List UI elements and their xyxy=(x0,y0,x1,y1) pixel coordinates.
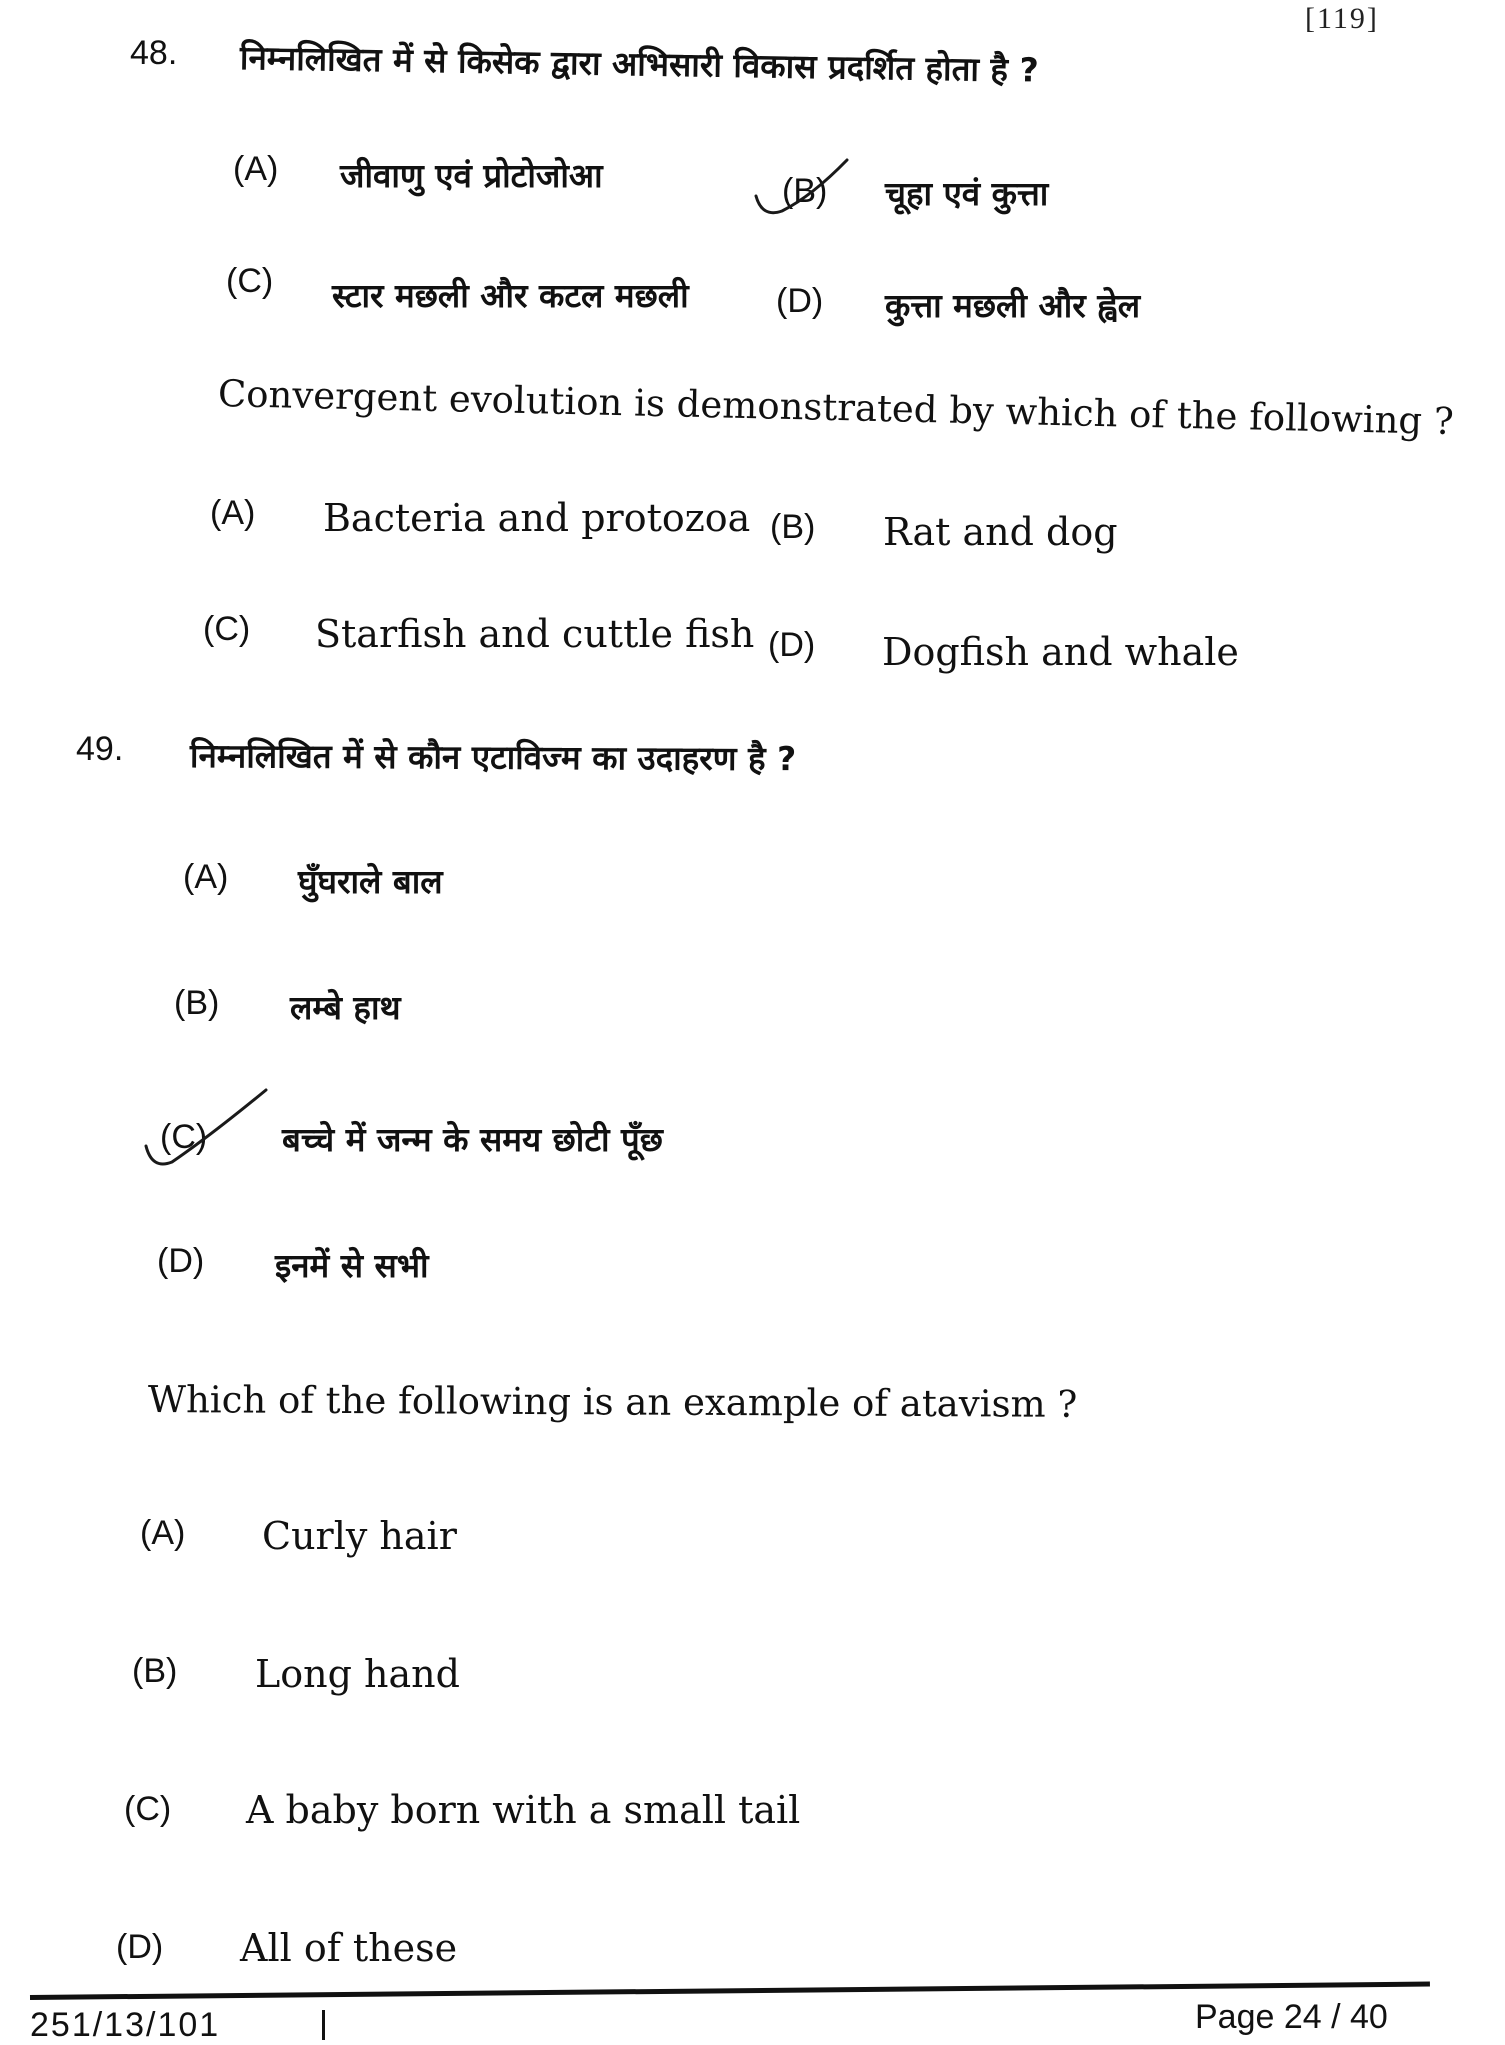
option-text-d-hindi: कुत्ता मछली और ह्वेल xyxy=(885,286,1141,325)
option-label-c: (C) xyxy=(226,262,274,300)
option-text-a-english: Bacteria and protozoa xyxy=(323,496,751,540)
paper-code: 251/13/101 xyxy=(30,2006,221,2044)
checkmark-icon xyxy=(752,156,872,226)
option-text-d-english: All of these xyxy=(240,1926,458,1970)
option-label-b-en: (B) xyxy=(132,1652,178,1690)
option-text-b-hindi: लम्बे हाथ xyxy=(290,988,401,1027)
option-label-d: (D) xyxy=(776,282,824,320)
option-text-a-hindi: घुँघराले बाल xyxy=(298,862,443,901)
option-label-d-en: (D) xyxy=(116,1928,164,1966)
option-text-c-english: Starfish and cuttle fish xyxy=(315,612,755,656)
option-text-c-hindi: बच्चे में जन्म के समय छोटी पूँछ xyxy=(282,1120,663,1159)
option-text-c-english: A baby born with a small tail xyxy=(246,1788,801,1832)
option-text-d-english: Dogfish and whale xyxy=(882,630,1239,674)
checkmark-icon xyxy=(140,1086,280,1176)
option-text-c-hindi: स्टार मछली और कटल मछली xyxy=(332,276,689,315)
option-label-c-en: (C) xyxy=(124,1790,172,1828)
option-label-b: (B) xyxy=(782,172,828,210)
page-indicator: Page 24 / 40 xyxy=(1195,1998,1388,2036)
question-text-english: Which of the following is an example of atavism ? xyxy=(147,1378,1078,1426)
question-text-english: Convergent evolution is demonstrated by which of the following ? xyxy=(217,372,1455,444)
question-number: 48. xyxy=(130,34,178,72)
option-text-a-hindi: जीवाणु एवं प्रोटोजोआ xyxy=(340,156,603,195)
option-label-c: (C) xyxy=(160,1118,208,1156)
option-label-a: (A) xyxy=(233,150,279,188)
option-label-a-en: (A) xyxy=(210,494,256,532)
option-label-d-en: (D) xyxy=(768,626,816,664)
question-text-hindi: निम्नलिखित में से कौन एटाविज्म का उदाहरण है ? xyxy=(189,736,797,779)
option-label-b-en: (B) xyxy=(770,508,816,546)
question-number: 49. xyxy=(76,730,124,768)
option-label-a: (A) xyxy=(183,858,229,896)
page-mark: [119] xyxy=(1305,2,1379,35)
option-text-a-english: Curly hair xyxy=(262,1514,457,1558)
option-text-d-hindi: इनमें से सभी xyxy=(275,1246,429,1285)
option-text-b-hindi: चूहा एवं कुत्ता xyxy=(885,174,1049,213)
option-text-b-english: Rat and dog xyxy=(883,510,1118,554)
footer-divider xyxy=(322,2010,325,2040)
option-label-d: (D) xyxy=(157,1242,205,1280)
question-text-hindi: निम्नलिखित में से किसेक द्वारा अभिसारी विकास प्रदर्शित होता है ? xyxy=(239,38,1039,90)
option-text-b-english: Long hand xyxy=(255,1652,460,1696)
option-label-b: (B) xyxy=(174,984,220,1022)
option-label-a-en: (A) xyxy=(140,1514,186,1552)
option-label-c-en: (C) xyxy=(203,610,251,648)
